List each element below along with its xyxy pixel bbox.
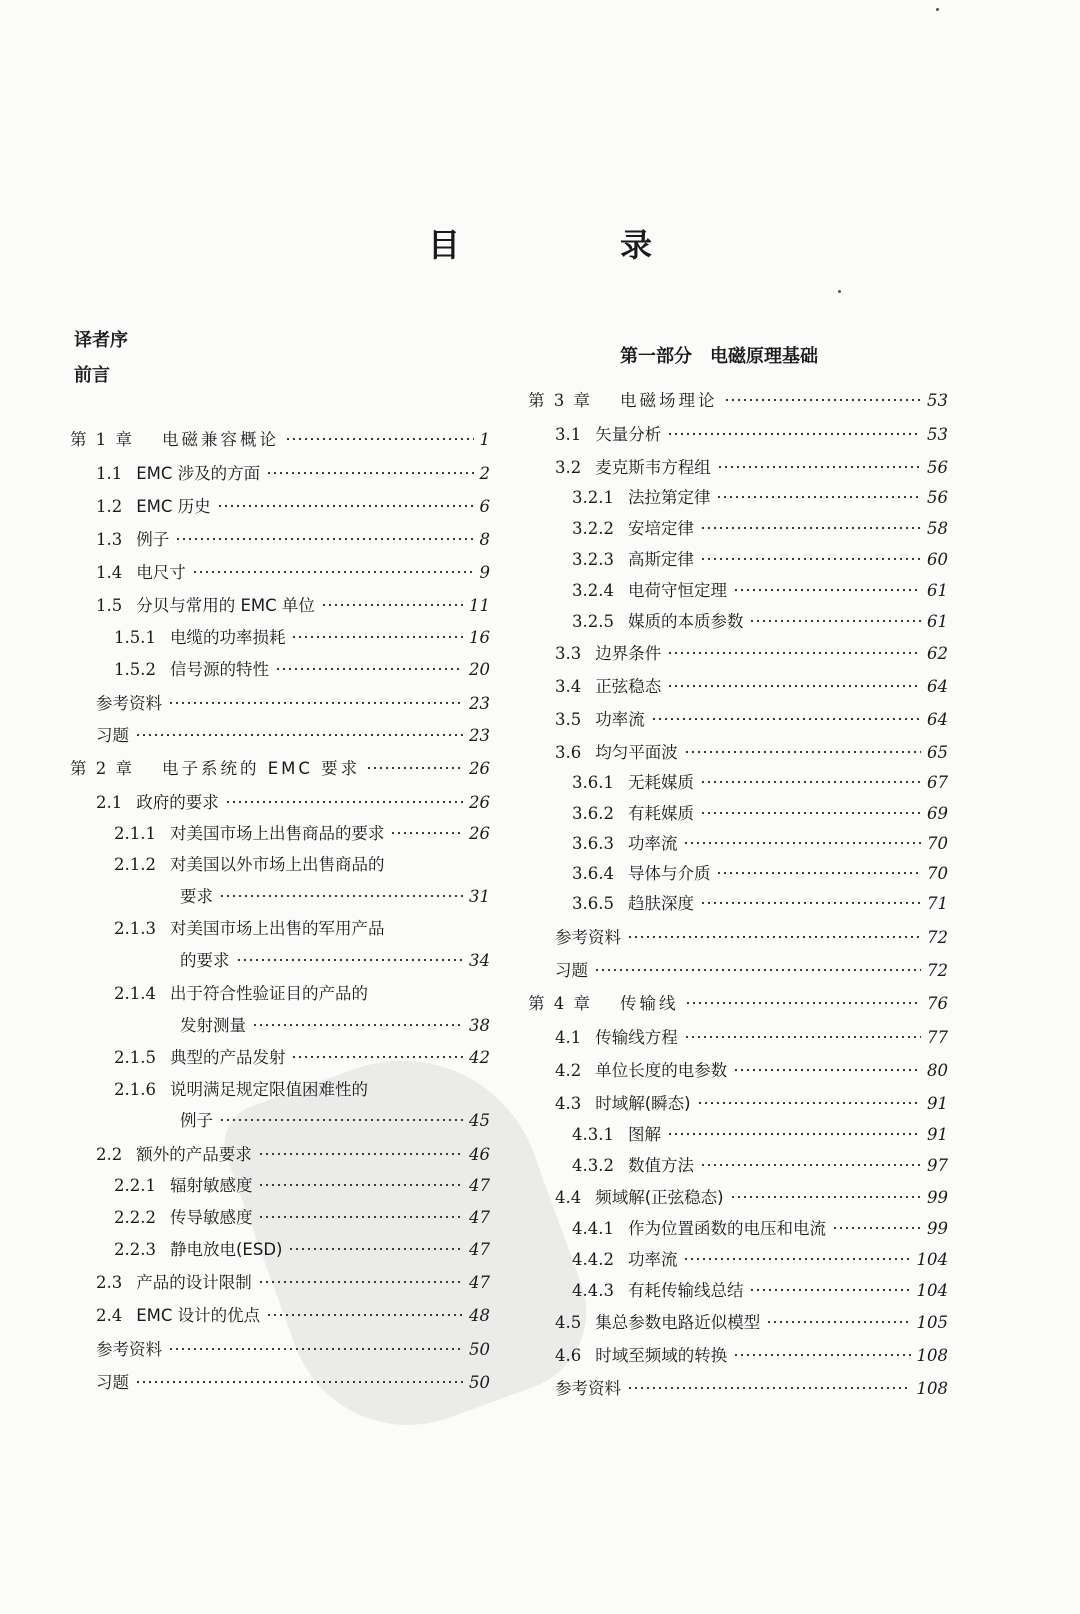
- toc-entry: [555, 1375, 948, 1399]
- toc-entry-number: 2.1.4: [114, 984, 156, 1003]
- toc-entry: [114, 915, 490, 939]
- toc-entry: [555, 1090, 948, 1114]
- toc-page-number: 45: [469, 1111, 490, 1130]
- toc-entry-label: 典型的产品发射: [169, 1048, 286, 1067]
- toc-entry-label: 传输线方程: [595, 1028, 678, 1047]
- toc-entry: [96, 1269, 490, 1293]
- toc-entry-number: 2.2.1: [114, 1176, 156, 1195]
- toc-dot-leader: [627, 1378, 911, 1395]
- toc-entry: [96, 1369, 490, 1393]
- toc-entry-label: 有耗媒质: [627, 804, 694, 823]
- toc-entry: [96, 526, 490, 550]
- toc-entry: [572, 1277, 948, 1301]
- toc-dot-leader: [733, 1060, 921, 1077]
- toc-dot-leader: [285, 429, 474, 446]
- toc-entry-label: 分贝与常用的 EMC 单位: [136, 596, 315, 615]
- toc-dot-leader: [135, 725, 463, 742]
- toc-entry: [114, 1076, 490, 1100]
- toc-entry: [96, 1302, 490, 1326]
- toc-entry-label: 单位长度的电参数: [595, 1061, 728, 1080]
- toc-entry-label: 额外的产品要求: [136, 1145, 252, 1164]
- toc-entry-label: 政府的要求: [136, 793, 219, 812]
- toc-entry-label: 辐射敏感度: [169, 1176, 253, 1195]
- toc-entry-number: 3.2.2: [572, 519, 614, 538]
- toc-page-number: 62: [927, 644, 948, 663]
- toc-entry-label: 时域至频域的转换: [595, 1346, 728, 1365]
- toc-entry-label: 习题: [555, 961, 588, 980]
- toc-entry-continuation: [180, 1012, 490, 1036]
- toc-entry-number: 3.2.5: [572, 612, 614, 631]
- toc-entry-number: 4.4.1: [572, 1219, 614, 1238]
- toc-page-number: 61: [927, 581, 948, 600]
- toc-chapter-entry: [70, 755, 490, 779]
- toc-entry-label: 出于符合性验证目的产品的: [169, 984, 368, 1003]
- toc-dot-leader: [225, 792, 463, 809]
- toc-dot-leader: [724, 390, 922, 407]
- toc-page-number: 53: [927, 425, 948, 444]
- toc-entry-number: 2.4: [96, 1306, 123, 1325]
- toc-page-number: 26: [469, 824, 490, 843]
- toc-entry-number: 2.1.6: [114, 1080, 156, 1099]
- toc-page-number: 104: [916, 1281, 948, 1300]
- toc-page-number: 69: [927, 804, 948, 823]
- toc-page-number: 64: [927, 710, 948, 729]
- toc-page-number: 70: [927, 864, 948, 883]
- toc-page-number: 6: [479, 497, 490, 516]
- toc-entry: [96, 722, 490, 746]
- toc-page-number: 105: [916, 1313, 948, 1332]
- toc-dot-leader: [667, 1124, 921, 1141]
- toc-page-number: 56: [927, 458, 948, 477]
- toc-entry-label: 信号源的特性: [169, 660, 269, 679]
- toc-entry: [114, 1044, 490, 1068]
- toc-page-number: 65: [927, 743, 948, 762]
- toc-dot-leader: [291, 1047, 463, 1064]
- toc-entry: [96, 789, 490, 813]
- toc-entry: [114, 1172, 490, 1196]
- toc-page-number: 97: [927, 1156, 948, 1175]
- toc-dot-leader: [217, 496, 474, 513]
- toc-entry-number: 第 4 章: [528, 994, 592, 1013]
- toc-entry-label: 安培定律: [627, 519, 694, 538]
- toc-entry-label: 习题: [96, 726, 129, 745]
- toc-entry: [555, 421, 948, 445]
- toc-entry-number: 3.6.5: [572, 894, 614, 913]
- toc-dot-leader: [266, 1305, 463, 1322]
- toc-entry: [555, 640, 948, 664]
- toc-entry-number: 3.6: [555, 743, 582, 762]
- toc-dot-leader: [685, 993, 922, 1010]
- toc-entry-label: 说明满足规定限值困难性的: [169, 1080, 368, 1099]
- front-matter-preface: 前言: [74, 365, 110, 386]
- toc-entry-number: 1.2: [96, 497, 123, 516]
- toc-entry-number: 4.3.1: [572, 1125, 614, 1144]
- toc-page-number: 46: [469, 1145, 490, 1164]
- toc-dot-leader: [700, 893, 921, 910]
- toc-entry-number: 第 3 章: [528, 391, 592, 410]
- part-one-heading: 第一部分 电磁原理基础: [620, 346, 818, 367]
- toc-entry-continuation: [180, 1107, 490, 1131]
- toc-chapter-entry: [528, 387, 948, 411]
- toc-page-number: 23: [469, 694, 490, 713]
- toc-entry-label: 电磁兼容概论: [162, 430, 279, 449]
- toc-entry: [555, 1309, 948, 1333]
- toc-entry: [555, 739, 948, 763]
- toc-dot-leader: [749, 1280, 910, 1297]
- toc-entry: [555, 957, 948, 981]
- toc-entry-number: 4.4: [555, 1188, 582, 1207]
- scan-speck: [838, 290, 841, 293]
- toc-entry-label: 高斯定律: [627, 550, 694, 569]
- toc-page-number: 23: [469, 726, 490, 745]
- toc-dot-leader: [700, 772, 921, 789]
- toc-entry: [96, 690, 490, 714]
- toc-entry-number: 3.1: [555, 425, 582, 444]
- toc-entry-label: 导体与介质: [627, 864, 711, 883]
- toc-entry-label: 产品的设计限制: [136, 1273, 252, 1292]
- toc-dot-leader: [683, 833, 921, 850]
- toc-page-number: 48: [469, 1306, 490, 1325]
- toc-entry: [555, 924, 948, 948]
- toc-entry-number: 2.1.2: [114, 855, 156, 874]
- toc-entry-label: 电缆的功率损耗: [169, 628, 286, 647]
- toc-entry-label: 正弦稳态: [595, 677, 662, 696]
- toc-entry-label: 频域解(正弦稳态): [595, 1188, 724, 1207]
- toc-entry-label: 集总参数电路近似模型: [595, 1313, 761, 1332]
- toc-dot-leader: [766, 1312, 910, 1329]
- toc-entry-number: 4.5: [555, 1313, 582, 1332]
- toc-dot-leader: [321, 595, 463, 612]
- toc-entry-label: 功率流: [627, 1250, 678, 1269]
- toc-entry-label: 法拉第定律: [627, 488, 711, 507]
- toc-entry: [114, 656, 490, 680]
- toc-dot-leader: [700, 518, 921, 535]
- toc-entry-label: 电子系统的 EMC 要求: [162, 759, 361, 778]
- toc-entry-number: 3.2.4: [572, 581, 614, 600]
- toc-entry-label: 的要求: [180, 951, 230, 970]
- toc-entry-number: 4.2: [555, 1061, 582, 1080]
- toc-entry-label: 参考资料: [96, 694, 162, 713]
- toc-dot-leader: [219, 1110, 463, 1127]
- toc-entry: [555, 1184, 948, 1208]
- toc-entry-label: 时域解(瞬态): [595, 1094, 691, 1113]
- toc-entry-number: 4.6: [555, 1346, 582, 1365]
- toc-dot-leader: [700, 1155, 921, 1172]
- toc-dot-leader: [651, 709, 921, 726]
- toc-page-number: 38: [469, 1016, 490, 1035]
- toc-entry: [572, 608, 948, 632]
- toc-dot-leader: [700, 803, 921, 820]
- toc-dot-leader: [627, 927, 921, 944]
- toc-page-number: 34: [469, 951, 490, 970]
- toc-page-number: 47: [469, 1240, 490, 1259]
- toc-entry-label: 对美国以外市场上出售商品的: [169, 855, 385, 874]
- toc-dot-leader: [667, 676, 921, 693]
- toc-dot-leader: [684, 742, 921, 759]
- page-title: 目 录: [427, 226, 716, 264]
- toc-dot-leader: [266, 463, 473, 480]
- toc-page-number: 61: [927, 612, 948, 631]
- toc-entry-number: 2.2: [96, 1145, 123, 1164]
- toc-dot-leader: [236, 950, 464, 967]
- toc-entry-number: 2.1.3: [114, 919, 156, 938]
- toc-page-number: 80: [927, 1061, 948, 1080]
- toc-entry-continuation: [180, 947, 490, 971]
- toc-dot-leader: [258, 1175, 463, 1192]
- toc-page-number: 9: [479, 563, 490, 582]
- toc-entry: [114, 624, 490, 648]
- toc-page-number: 26: [469, 793, 490, 812]
- toc-entry-label: 媒质的本质参数: [627, 612, 744, 631]
- toc-entry-label: 习题: [96, 1373, 129, 1392]
- toc-entry: [572, 800, 948, 824]
- toc-dot-leader: [192, 562, 474, 579]
- toc-entry-label: 图解: [627, 1125, 661, 1144]
- toc-entry-number: 4.4.3: [572, 1281, 614, 1300]
- toc-entry-number: 3.6.1: [572, 773, 614, 792]
- toc-page-number: 47: [469, 1208, 490, 1227]
- toc-entry-number: 3.6.3: [572, 834, 614, 853]
- toc-page-number: 108: [916, 1379, 948, 1398]
- toc-page-number: 58: [927, 519, 948, 538]
- toc-entry-label: EMC 涉及的方面: [136, 464, 261, 483]
- toc-dot-leader: [697, 1093, 921, 1110]
- toc-entry-number: 第 1 章: [70, 430, 134, 449]
- toc-entry: [572, 577, 948, 601]
- toc-page-number: 108: [916, 1346, 948, 1365]
- toc-entry-label: 矢量分析: [595, 425, 662, 444]
- toc-page-number: 91: [927, 1094, 948, 1113]
- toc-entry: [555, 1342, 948, 1366]
- toc-dot-leader: [291, 627, 463, 644]
- toc-dot-leader: [733, 580, 921, 597]
- toc-page-number: 91: [927, 1125, 948, 1144]
- toc-chapter-entry: [70, 426, 490, 450]
- toc-dot-leader: [168, 693, 463, 710]
- toc-entry-number: 1.4: [96, 563, 123, 582]
- toc-entry: [114, 980, 490, 1004]
- toc-dot-leader: [667, 424, 921, 441]
- toc-entry-number: 4.4.2: [572, 1250, 614, 1269]
- toc-entry-label: 电尺寸: [136, 563, 186, 582]
- toc-dot-leader: [366, 758, 463, 775]
- toc-dot-leader: [258, 1272, 463, 1289]
- toc-page-number: 70: [927, 834, 948, 853]
- toc-dot-leader: [716, 863, 921, 880]
- toc-entry-label: 对美国市场上出售商品的要求: [169, 824, 385, 843]
- toc-entry-label: 作为位置函数的电压和电流: [627, 1219, 826, 1238]
- toc-dot-leader: [733, 1345, 910, 1362]
- toc-page-number: 72: [927, 928, 948, 947]
- toc-entry-number: 1.5.1: [114, 628, 156, 647]
- toc-dot-leader: [288, 1239, 463, 1256]
- toc-page-number: 64: [927, 677, 948, 696]
- toc-dot-leader: [275, 659, 463, 676]
- toc-entry: [572, 1121, 948, 1145]
- toc-entry-number: 第 2 章: [70, 759, 134, 778]
- toc-entry-label: 功率流: [627, 834, 678, 853]
- toc-page-number: 8: [479, 530, 490, 549]
- toc-page-number: 26: [469, 759, 490, 778]
- toc-entry-number: 2.2.2: [114, 1208, 156, 1227]
- toc-page-number: 1: [479, 430, 490, 449]
- toc-entry-number: 2.2.3: [114, 1240, 156, 1259]
- toc-entry: [572, 769, 948, 793]
- toc-dot-leader: [258, 1144, 463, 1161]
- toc-entry-number: 2.1.5: [114, 1048, 156, 1067]
- toc-entry: [572, 1152, 948, 1176]
- toc-dot-leader: [730, 1187, 921, 1204]
- toc-dot-leader: [594, 960, 921, 977]
- toc-dot-leader: [832, 1218, 921, 1235]
- toc-dot-leader: [258, 1207, 463, 1224]
- toc-entry: [114, 1236, 490, 1260]
- toc-page-number: 42: [469, 1048, 490, 1067]
- toc-entry-number: 3.6.4: [572, 864, 614, 883]
- toc-entry: [114, 851, 490, 875]
- toc-page-number: 99: [927, 1188, 948, 1207]
- toc-entry-number: 3.6.2: [572, 804, 614, 823]
- toc-entry-label: 趋肤深度: [627, 894, 694, 913]
- toc-entry-label: 要求: [180, 887, 213, 906]
- toc-entry-label: 电荷守恒定理: [627, 581, 727, 600]
- toc-entry: [114, 820, 490, 844]
- toc-entry: [572, 860, 948, 884]
- toc-page-number: 47: [469, 1273, 490, 1292]
- toc-page-number: 47: [469, 1176, 490, 1195]
- toc-entry: [96, 559, 490, 583]
- toc-page-number: 104: [916, 1250, 948, 1269]
- toc-entry: [555, 706, 948, 730]
- toc-entry: [96, 460, 490, 484]
- toc-entry: [555, 1057, 948, 1081]
- toc-entry-label: 边界条件: [595, 644, 662, 663]
- toc-entry-label: 传导敏感度: [169, 1208, 253, 1227]
- toc-entry-label: EMC 设计的优点: [136, 1306, 261, 1325]
- toc-entry: [96, 1336, 490, 1360]
- toc-entry-label: 均匀平面波: [595, 743, 678, 762]
- toc-entry-number: 3.5: [555, 710, 582, 729]
- toc-entry-number: 1.5.2: [114, 660, 156, 679]
- toc-entry-label: 麦克斯韦方程组: [595, 458, 711, 477]
- toc-page-number: 2: [479, 464, 490, 483]
- toc-entry: [96, 592, 490, 616]
- toc-entry-number: 3.4: [555, 677, 582, 696]
- toc-dot-leader: [390, 823, 463, 840]
- toc-dot-leader: [683, 1249, 910, 1266]
- toc-dot-leader: [717, 457, 921, 474]
- toc-entry-label: 参考资料: [96, 1340, 162, 1359]
- toc-page-number: 72: [927, 961, 948, 980]
- toc-entry: [96, 1141, 490, 1165]
- toc-dot-leader: [667, 643, 921, 660]
- scan-speck: [936, 8, 939, 11]
- toc-entry-label: 参考资料: [555, 1379, 621, 1398]
- toc-entry-number: 1.3: [96, 530, 123, 549]
- toc-entry-label: 参考资料: [555, 928, 621, 947]
- toc-page-number: 50: [469, 1340, 490, 1359]
- toc-page-number: 60: [927, 550, 948, 569]
- toc-entry: [572, 484, 948, 508]
- toc-entry-label: 功率流: [595, 710, 645, 729]
- toc-entry-label: 例子: [180, 1111, 213, 1130]
- toc-dot-leader: [716, 487, 921, 504]
- toc-page-number: 77: [927, 1028, 948, 1047]
- toc-entry: [572, 546, 948, 570]
- toc-entry-number: 4.3.2: [572, 1156, 614, 1175]
- toc-page-number: 71: [927, 894, 948, 913]
- toc-page-number: 20: [469, 660, 490, 679]
- toc-page-number: 16: [469, 628, 490, 647]
- toc-page-number: 11: [469, 596, 490, 615]
- toc-page-number: 53: [927, 391, 948, 410]
- toc-entry: [572, 515, 948, 539]
- toc-entry: [572, 1215, 948, 1239]
- toc-dot-leader: [749, 611, 921, 628]
- toc-entry-number: 1.5: [96, 596, 123, 615]
- toc-entry-label: 静电放电(ESD): [169, 1240, 283, 1259]
- toc-entry: [114, 1204, 490, 1228]
- toc-entry-label: 有耗传输线总结: [627, 1281, 744, 1300]
- toc-entry-number: 3.3: [555, 644, 582, 663]
- toc-entry-label: 数值方法: [627, 1156, 694, 1175]
- toc-entry-label: 传输线: [620, 994, 679, 1013]
- toc-page-number: 67: [927, 773, 948, 792]
- toc-entry-label: 无耗媒质: [627, 773, 694, 792]
- toc-page-number: 76: [927, 994, 948, 1013]
- toc-entry-number: 3.2: [555, 458, 582, 477]
- toc-entry: [572, 890, 948, 914]
- toc-entry-label: 例子: [136, 530, 170, 549]
- toc-entry-number: 4.3: [555, 1094, 582, 1113]
- toc-entry: [572, 830, 948, 854]
- toc-dot-leader: [135, 1372, 463, 1389]
- toc-entry-label: 对美国市场上出售的军用产品: [169, 919, 385, 938]
- toc-dot-leader: [700, 549, 921, 566]
- toc-entry-number: 3.2.3: [572, 550, 614, 569]
- toc-dot-leader: [252, 1015, 463, 1032]
- toc-dot-leader: [684, 1027, 921, 1044]
- toc-entry: [555, 1024, 948, 1048]
- toc-entry-number: 2.3: [96, 1273, 123, 1292]
- toc-entry-number: 4.1: [555, 1028, 582, 1047]
- toc-dot-leader: [168, 1339, 463, 1356]
- front-matter-translator-preface: 译者序: [74, 330, 128, 351]
- toc-dot-leader: [175, 529, 473, 546]
- toc-page-number: 31: [469, 887, 490, 906]
- toc-entry: [96, 493, 490, 517]
- toc-entry: [555, 673, 948, 697]
- toc-entry-label: EMC 历史: [136, 497, 211, 516]
- toc-page-number: 50: [469, 1373, 490, 1392]
- toc-entry-number: 1.1: [96, 464, 123, 483]
- toc-page-number: 56: [927, 488, 948, 507]
- toc-entry-continuation: [180, 883, 490, 907]
- toc-dot-leader: [219, 886, 463, 903]
- toc-page-number: 99: [927, 1219, 948, 1238]
- toc-chapter-entry: [528, 990, 948, 1014]
- toc-entry-label: 发射测量: [180, 1016, 246, 1035]
- toc-entry-number: 2.1: [96, 793, 123, 812]
- toc-entry-label: 电磁场理论: [620, 391, 718, 410]
- toc-entry-number: 3.2.1: [572, 488, 614, 507]
- toc-entry: [572, 1246, 948, 1270]
- toc-entry: [555, 454, 948, 478]
- toc-entry-number: 2.1.1: [114, 824, 156, 843]
